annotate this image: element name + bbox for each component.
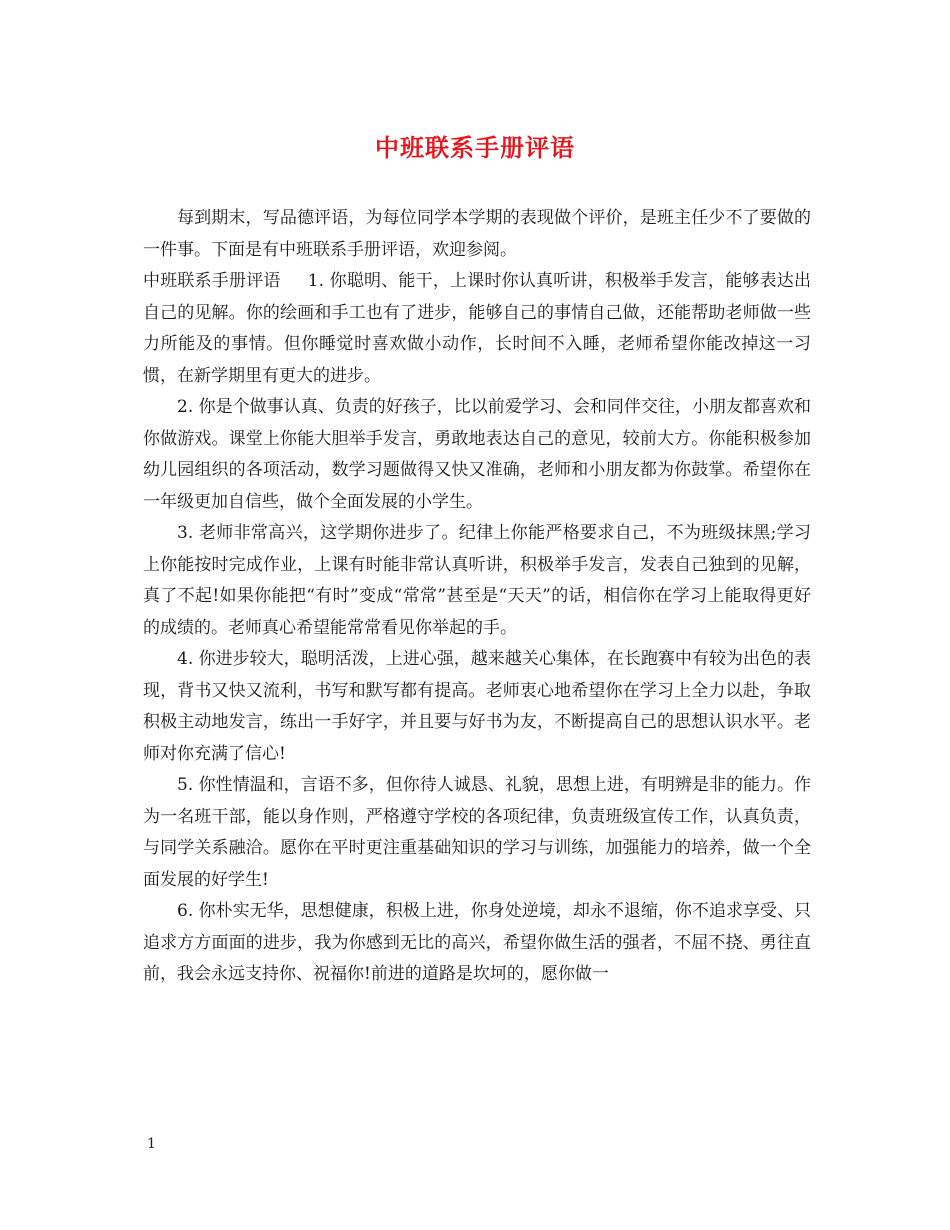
comment-paragraph-1 xyxy=(143,266,811,392)
page-number: 1 xyxy=(147,1136,156,1152)
comment-paragraph-3: 3. 老师非常高兴，这学期你进步了。纪律上你能严格要求自己，不为班级抹黑;学习上你能按时完成作业，上课有时能非常认真听讲，积极举手发言，发表自己独到的见解，真了不起!如果你能把“有时”变成“常常”甚至是“天天”的话，相信你在学习上能取得更好的成绩的。老师真心希望能常常看见你举起的手。 xyxy=(143,523,811,638)
intro-paragraph: 每到期末，写品德评语，为每位同学本学期的表现做个评价，是班主任少不了要做的一件事。下面是有中班联系手册评语，欢迎参阅。 xyxy=(143,208,811,260)
comment-paragraph-5: 5. 你性情温和，言语不多，但你待人诚恳、礼貌，思想上进，有明辨是非的能力。作为一名班干部，能以身作则，严格遵守学校的各项纪律，负责班级宣传工作，认真负责，与同学关系融洽。愿你在平时更注重基础知识的学习与训练，加强能力的培养，做一个全面发展的好学生! xyxy=(143,775,811,890)
document-title: 中班联系手册评语 xyxy=(375,133,575,162)
comment-paragraph-4: 4. 你进步较大，聪明活泼，上进心强，越来越关心集体，在长跑赛中有较为出色的表现，背书又快又流利，书写和默写都有提高。老师衷心地希望你在学习上全力以赴，争取积极主动地发言，练出一手好字，并且要与好书为友，不断提高自己的思想认识水平。老师对你充满了信心! xyxy=(143,649,811,764)
comment-paragraph-6: 6. 你朴实无华，思想健康，积极上进，你身处逆境，却永不退缩，你不追求享受、只追求方方面面的进步，我为你感到无比的高兴，希望你做生活的强者，不屈不挠、勇往直前，我会永远支持你、祝福你!前进的道路是坎坷的，愿你做一 xyxy=(143,901,811,984)
section-label: 中班联系手册评语 xyxy=(143,271,281,291)
comment-text-1: 1. 你聪明、能干，上课时你认真听讲，积极举手发言，能够表达出自己的见解。你的绘画和手工也有了进步，能够自己的事情自己做，还能帮助老师做一些力所能及的事情。但你睡觉时喜欢做小动作，长时间不入睡，老师希望你能改掉这一习惯，在新学期里有更大的进步。 xyxy=(143,271,812,386)
comment-paragraph-2: 2. 你是个做事认真、负责的好孩子，比以前爱学习、会和同伴交往，小朋友都喜欢和你做游戏。课堂上你能大胆举手发言，勇敢地表达自己的意见，较前大方。你能积极参加幼儿园组织的各项活动，数学习题做得又快又准确，老师和小朋友都为你鼓掌。希望你在一年级更加自信些，做个全面发展的小学生。 xyxy=(143,397,811,512)
document-body xyxy=(143,203,811,991)
